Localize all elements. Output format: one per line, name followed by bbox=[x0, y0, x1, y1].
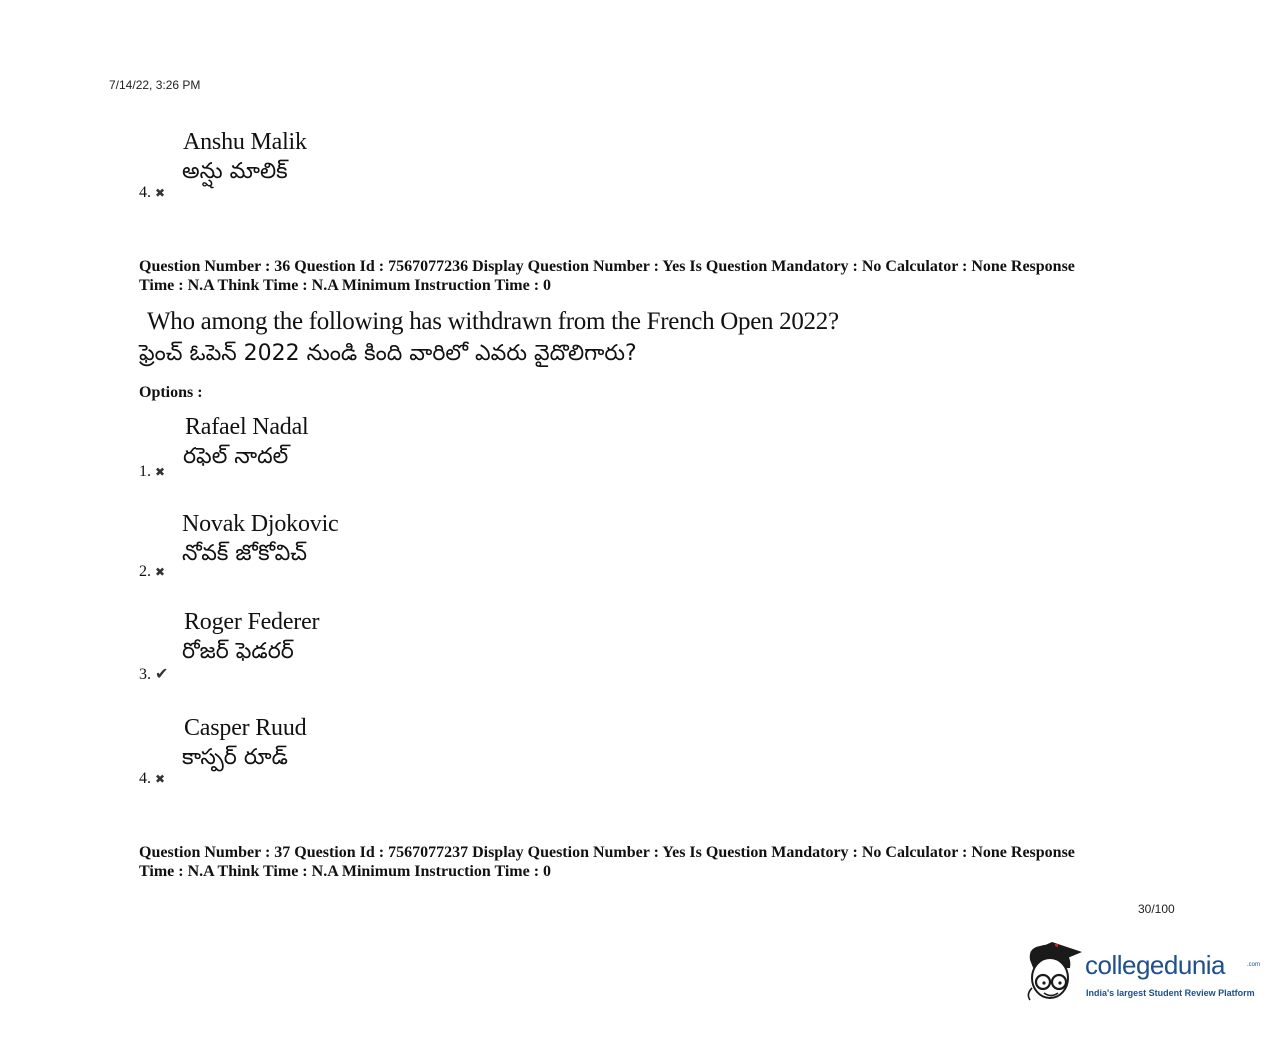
option-2-english: Novak Djokovic bbox=[182, 511, 339, 537]
logo-wordmark: collegedunia bbox=[1085, 950, 1226, 980]
option-3-english: Roger Federer bbox=[184, 609, 320, 635]
cross-icon: ✖ bbox=[155, 565, 166, 579]
question-37-meta bbox=[139, 843, 1179, 881]
option-1-english: Rafael Nadal bbox=[185, 414, 309, 440]
cross-icon: ✖ bbox=[155, 772, 166, 786]
option-4-telugu: కాస్పర్ రూడ్ bbox=[182, 745, 288, 770]
cross-icon: ✖ bbox=[155, 465, 166, 479]
option-number: 4. bbox=[139, 184, 151, 201]
option-1-number-row bbox=[139, 463, 165, 481]
prev-option-4-number-row bbox=[139, 184, 165, 202]
question-meta-line-1: Question Number : 36 Question Id : 7567077236 Display Question Number : Yes Is Question Mandatory : No Calculator : None Response bbox=[139, 258, 1075, 275]
option-number: 2. bbox=[139, 563, 151, 580]
question-text-english: Who among the following has withdrawn from the French Open 2022? bbox=[147, 308, 839, 335]
option-1-telugu: రఫెల్ నాదల్ bbox=[183, 444, 289, 469]
option-number: 3. bbox=[139, 666, 151, 683]
check-icon: ✔ bbox=[155, 664, 169, 683]
collegedunia-logo bbox=[1022, 938, 1262, 1010]
option-4-english: Casper Ruud bbox=[184, 715, 307, 741]
page-number: 30/100 bbox=[1138, 902, 1175, 916]
logo-tagline: India's largest Student Review Platform bbox=[1086, 988, 1255, 998]
print-timestamp: 7/14/22, 3:26 PM bbox=[109, 78, 201, 92]
question-meta-line-2: Time : N.A Think Time : N.A Minimum Instruction Time : 0 bbox=[139, 863, 552, 880]
prev-option-4-telugu: అన్షు మాలిక్ bbox=[182, 159, 288, 184]
option-number: 4. bbox=[139, 770, 151, 787]
question-36-meta bbox=[139, 257, 1179, 295]
question-meta-line-1: Question Number : 37 Question Id : 7567077237 Display Question Number : Yes Is Question Mandatory : No Calculator : None Response bbox=[139, 844, 1075, 861]
option-number: 1. bbox=[139, 463, 151, 480]
options-label: Options : bbox=[139, 384, 203, 401]
cross-icon: ✖ bbox=[155, 186, 166, 200]
option-2-number-row bbox=[139, 563, 165, 581]
mascot-icon bbox=[1022, 938, 1086, 1008]
option-3-telugu: రోజర్ ఫెడరర్ bbox=[182, 639, 294, 664]
logo-domain-suffix: .com bbox=[1247, 962, 1261, 968]
prev-option-4-english: Anshu Malik bbox=[183, 129, 307, 155]
option-2-telugu: నోవక్ జోకోవిచ్ bbox=[182, 541, 307, 566]
option-4-number-row bbox=[139, 770, 165, 788]
question-text-telugu: ఫ్రెంచ్ ఓపెన్ 2022 నుండి కింది వారిలో ఎవరు వైదొలిగారు? bbox=[139, 341, 637, 366]
question-meta-line-2: Time : N.A Think Time : N.A Minimum Instruction Time : 0 bbox=[139, 277, 552, 294]
option-3-number-row bbox=[139, 665, 168, 684]
